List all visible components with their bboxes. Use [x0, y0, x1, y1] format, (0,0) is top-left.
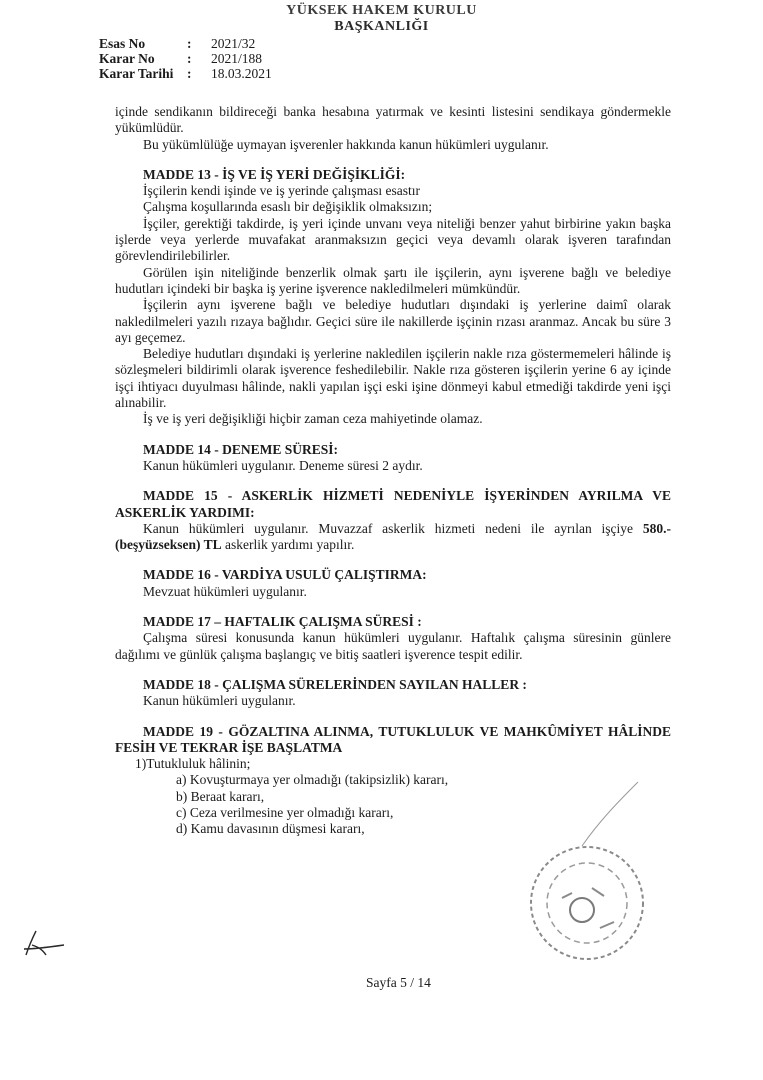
meta-colon: : [187, 66, 192, 81]
meta-colon: : [187, 51, 192, 66]
document-header [0, 3, 763, 35]
issuer-office: BAŞKANLIĞI [334, 19, 429, 34]
amount-text: 580.-(beşyüzseksen) TL [115, 520, 671, 553]
case-metadata [99, 36, 272, 81]
paragraph: Çalışma süresi konusunda kanun hükümleri uygulanır. Haftalık çalışma süresinin günlere dağılımı ve günlük çalışma başlangıç ve bitiş saatleri işverence tespit edilir. [115, 630, 671, 662]
paragraph: Bu yükümlülüğe uymayan işverenler hakkında kanun hükümleri uygulanır. [143, 136, 549, 152]
list-item: b) Beraat kararı, [176, 788, 265, 804]
meta-value: 2021/188 [211, 51, 263, 66]
page-number: Sayfa 5 / 14 [366, 975, 431, 990]
paragraph: içinde sendikanın bildireceği banka hesabına yatırmak ve kesinti listesini sendikaya göndermekle yükümlüdür. [115, 104, 671, 136]
meta-value: 2021/32 [211, 36, 256, 51]
article-16-title: MADDE 16 - VARDİYA USULÜ ÇALIŞTIRMA: [143, 567, 427, 583]
paragraph: Mevzuat hükümleri uygulanır. [143, 583, 307, 599]
list-item: d) Kamu davasının düşmesi kararı, [176, 821, 365, 837]
article-13-title: MADDE 13 - İŞ VE İŞ YERİ DEĞİŞİKLİĞİ: [143, 166, 406, 182]
article-19-title: MADDE 19 - GÖZALTINA ALINMA, TUTUKLULUK VE MAHKÛMİYET HÂLİNDE FESİH VE TEKRAR İŞE BAŞLATMA [115, 723, 671, 755]
meta-key: Karar No [99, 51, 155, 66]
meta-colon: : [187, 36, 192, 51]
paragraph: İşçilerin kendi işinde ve iş yerinde çalışması esastır [143, 183, 421, 199]
document-body [115, 104, 671, 838]
paragraph [115, 521, 671, 554]
meta-row-karar [99, 51, 272, 66]
paragraph: İşçilerin aynı işverene bağlı ve belediye hudutları dışındaki iş yerlerine daimî olarak nakledilmeleri yazılı rızaya bağlıdır. Geçici süre ile nakillerde işçinin rızası aranmaz. Ancak bu süre 3 ayı geçemez. [115, 297, 671, 345]
official-seal [522, 838, 652, 968]
issuer-name: YÜKSEK HAKEM KURULU [286, 3, 477, 18]
handwritten-initials [20, 925, 66, 965]
paragraph: Kanun hükümleri uygulanır. Deneme süresi 2 aydır. [143, 457, 423, 473]
list-item: c) Ceza verilmesine yer olmadığı kararı, [176, 804, 394, 820]
meta-key: Esas No [99, 36, 146, 51]
paragraph: İşçiler, gerektiği takdirde, iş yeri içinde unvanı veya niteliği benzer yahut birbirine yakın başka işlerde veya yerlerde muvafakat aranmaksızın geçici veya devamlı olarak işveren tarafından görevlendirilebilirler. [115, 215, 671, 264]
paragraph: Görülen işin niteliğinde benzerlik olmak şartı ile işçilerin, aynı işverene bağlı ve belediye hudutları içindeki bir başka iş yerine işverence nakledilmeleri mümkündür. [115, 264, 671, 296]
paragraph: Belediye hudutları dışındaki iş yerlerine nakledilen işçilerin nakle rıza göstermemeleri hâlinde iş sözleşmeleri bildirimli olarak işverence feshedilebilir. Nakle rıza gösteren işçilerin yerine 6 ay içinde işçi ihtiyacı duyulması hâlinde, nakli yapılan işçi eski işine dönmeyi kabul etmediği takdirde yeni işçi alınabilir. [115, 346, 671, 411]
article-15-title: MADDE 15 - ASKERLİK HİZMETİ NEDENİYLE İŞYERİNDEN AYRILMA VE ASKERLİK YARDIMI: [115, 488, 671, 520]
article-14-title: MADDE 14 - DENEME SÜRESİ: [143, 441, 339, 457]
article-17-title: MADDE 17 – HAFTALIK ÇALIŞMA SÜRESİ : [143, 614, 422, 630]
paragraph: İş ve iş yeri değişikliği hiçbir zaman ceza mahiyetinde olamaz. [143, 411, 483, 427]
list-item: a) Kovuşturmaya yer olmadığı (takipsizlik) kararı, [176, 772, 449, 788]
meta-row-tarih [99, 66, 272, 81]
sub-clause: 1)Tutukluluk hâlinin; [135, 756, 251, 772]
text-run: askerlik yardımı yapılır. [221, 537, 355, 553]
paragraph: Kanun hükümleri uygulanır. [143, 693, 296, 709]
meta-key: Karar Tarihi [99, 66, 174, 81]
article-18-title: MADDE 18 - ÇALIŞMA SÜRELERİNDEN SAYILAN HALLER : [143, 676, 527, 692]
text-run: Kanun hükümleri uygulanır. Muvazzaf askerlik hizmeti nedeni ile ayrılan işçiye [143, 520, 643, 536]
meta-row-esas [99, 36, 272, 51]
paragraph: Çalışma koşullarında esaslı bir değişiklik olmaksızın; [143, 199, 433, 215]
meta-value: 18.03.2021 [211, 66, 272, 81]
